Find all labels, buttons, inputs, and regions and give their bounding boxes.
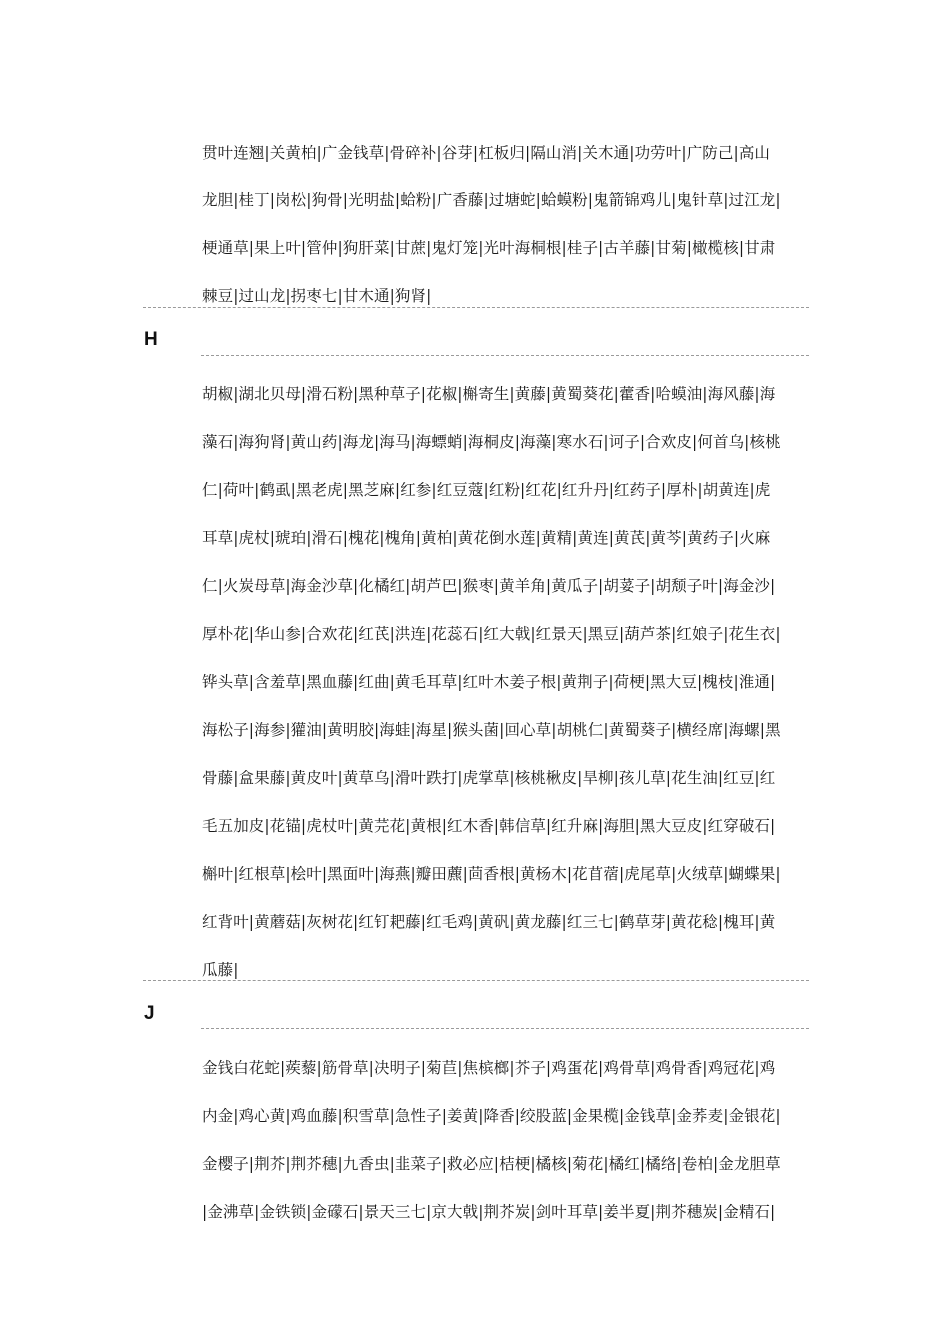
- text-line: 龙胆|桂丁|岗松|狗骨|光明盐|蛤粉|广香藤|过塘蛇|蛤蟆粉|鬼箭锦鸡儿|鬼针草|过江龙|: [202, 191, 781, 209]
- section-divider: [143, 307, 809, 308]
- text-line: 仁|荷叶|鹤虱|黑老虎|黑芝麻|红参|红豆蔻|红粉|红花|红升丹|红药子|厚朴|胡黄连|虎: [202, 481, 771, 499]
- text-line: 仁|火炭母草|海金沙草|化橘红|胡芦巴|猴枣|黄羊角|黄瓜子|胡荽子|胡颓子叶|海金沙|: [202, 577, 776, 595]
- text-line: 内金|鸡心黄|鸡血藤|积雪草|急性子|姜黄|降香|绞股蓝|金果榄|金钱草|金荞麦|金银花|: [202, 1107, 781, 1125]
- text-line: 槲叶|红根草|桧叶|黑面叶|海燕|瓣田藨|茴香根|黄杨木|花苜蓿|虎尾草|火绒草|蝴蝶果|: [202, 865, 781, 883]
- text-line: 毛五加皮|花锚|虎杖叶|黄芫花|黄根|红木香|韩信草|红升麻|海胆|黑大豆皮|红穿破石|: [202, 817, 776, 835]
- text-line: 海松子|海参|獾油|黄明胶|海蛙|海星|猴头菌|回心草|胡桃仁|黄蜀葵子|横经席|海螺|黑: [202, 721, 781, 739]
- section-divider: [201, 355, 809, 356]
- text-line: 贯叶连翘|关黄柏|广金钱草|骨碎补|谷芽|杠板归|隔山消|关木通|功劳叶|广防己|高山: [202, 144, 771, 162]
- text-line: 金钱白花蛇|蒺藜|筋骨草|决明子|菊苣|焦槟榔|芥子|鸡蛋花|鸡骨草|鸡骨香|鸡冠花|鸡: [202, 1059, 776, 1077]
- text-line: 耳草|虎杖|琥珀|滑石|槐花|槐角|黄柏|黄花倒水莲|黄精|黄连|黄芪|黄芩|黄药子|火麻: [202, 529, 771, 547]
- text-line: 铧头草|含羞草|黑血藤|红曲|黄毛耳草|红叶木姜子根|黄荆子|荷梗|黑大豆|槐枝|淮通|: [202, 673, 776, 691]
- text-line: |金沸草|金铁锁|金礞石|景天三七|京大戟|荆芥炭|剑叶耳草|姜半夏|荆芥穗炭|金精石|: [202, 1203, 776, 1221]
- section-letter-h: H: [144, 329, 158, 350]
- text-line: 厚朴花|华山参|合欢花|红芪|洪连|花蕊石|红大戟|红景天|黑豆|葫芦茶|红娘子|花生衣|: [202, 625, 781, 643]
- text-line: 红背叶|黄蘑菇|灰树花|红钉耙藤|红毛鸡|黄矾|黄龙藤|红三七|鹤草芽|黄花稔|槐耳|黄: [202, 913, 776, 931]
- section-divider: [143, 980, 809, 981]
- text-line: 胡椒|湖北贝母|滑石粉|黑种草子|花椒|槲寄生|黄藤|黄蜀葵花|藿香|哈蟆油|海风藤|海: [202, 385, 776, 403]
- section-letter-j: J: [144, 1003, 155, 1024]
- text-line: 金樱子|荆芥|荆芥穗|九香虫|韭菜子|救必应|桔梗|橘核|菊花|橘红|橘络|卷柏|金龙胆草: [202, 1155, 781, 1173]
- text-line: 棘豆|过山龙|拐枣七|甘木通|狗肾|: [202, 287, 432, 305]
- text-line: 藻石|海狗肾|黄山药|海龙|海马|海螵蛸|海桐皮|海藻|寒水石|诃子|合欢皮|何首乌|核桃: [202, 433, 781, 451]
- text-line: 骨藤|盒果藤|黄皮叶|黄草乌|滑叶跌打|虎掌草|核桃楸皮|旱柳|孩儿草|花生油|红豆|红: [202, 769, 776, 787]
- text-line: 瓜藤|: [202, 961, 239, 979]
- section-divider: [201, 1028, 809, 1029]
- text-line: 梗通草|果上叶|管仲|狗肝菜|甘蔗|鬼灯笼|光叶海桐根|桂子|古羊藤|甘菊|橄榄核|甘肃: [202, 239, 776, 257]
